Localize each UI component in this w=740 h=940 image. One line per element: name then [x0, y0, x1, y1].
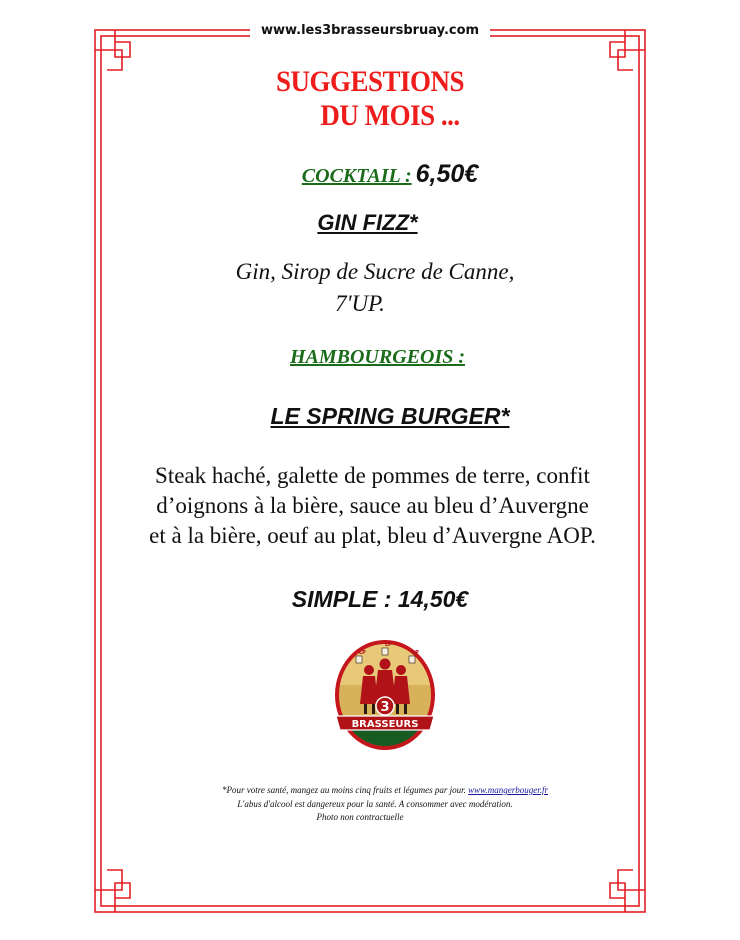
page-title-line2: DU MOIS ... — [320, 98, 460, 132]
burger-description-line: et à la bière, oeuf au plat, bleu d’Auvergne AOP. — [149, 523, 596, 548]
svg-text:LP: LP — [412, 650, 419, 656]
cocktail-name: GIN FIZZ* — [317, 210, 418, 235]
svg-text:LP: LP — [359, 650, 366, 656]
page-title-line1: SUGGESTIONS — [275, 64, 465, 98]
photo-note: Photo non contractuelle — [316, 812, 404, 822]
alcohol-warning: L'abus d'alcool est dangereux pour la santé. A consommer avec modération. — [237, 799, 513, 809]
burger-price: SIMPLE : 14,50€ — [291, 586, 469, 612]
cocktail-price: 6,50€ — [415, 160, 479, 188]
mangerbouger-link[interactable]: www.mangerbouger.fr — [468, 785, 548, 795]
svg-text:3: 3 — [380, 700, 390, 715]
cocktail-description-line1: Gin, Sirop de Sucre de Canne, — [235, 259, 515, 284]
cocktail-header — [200, 160, 580, 189]
burger-name: LE SPRING BURGER* — [270, 403, 510, 429]
svg-text:LP: LP — [385, 642, 392, 648]
burger-section — [200, 346, 555, 369]
burger-label: HAMBOURGEOIS : — [289, 346, 466, 368]
health-notice — [140, 785, 630, 795]
website-url[interactable]: www.les3brasseursbruay.com — [260, 23, 480, 38]
brasseurs-logo — [332, 640, 438, 750]
burger-description-line: Steak haché, galette de pommes de terre, confit — [155, 463, 590, 488]
svg-text:BRASSEURS: BRASSEURS — [351, 719, 419, 730]
burger-description-line: d’oignons à la bière, sauce au bleu d’Auvergne — [156, 493, 589, 518]
cocktail-description-line2: 7'UP. — [335, 291, 385, 316]
health-text: *Pour votre santé, mangez au moins cinq fruits et légumes par jour. — [222, 785, 466, 795]
cocktail-label: COCKTAIL : — [301, 165, 412, 187]
